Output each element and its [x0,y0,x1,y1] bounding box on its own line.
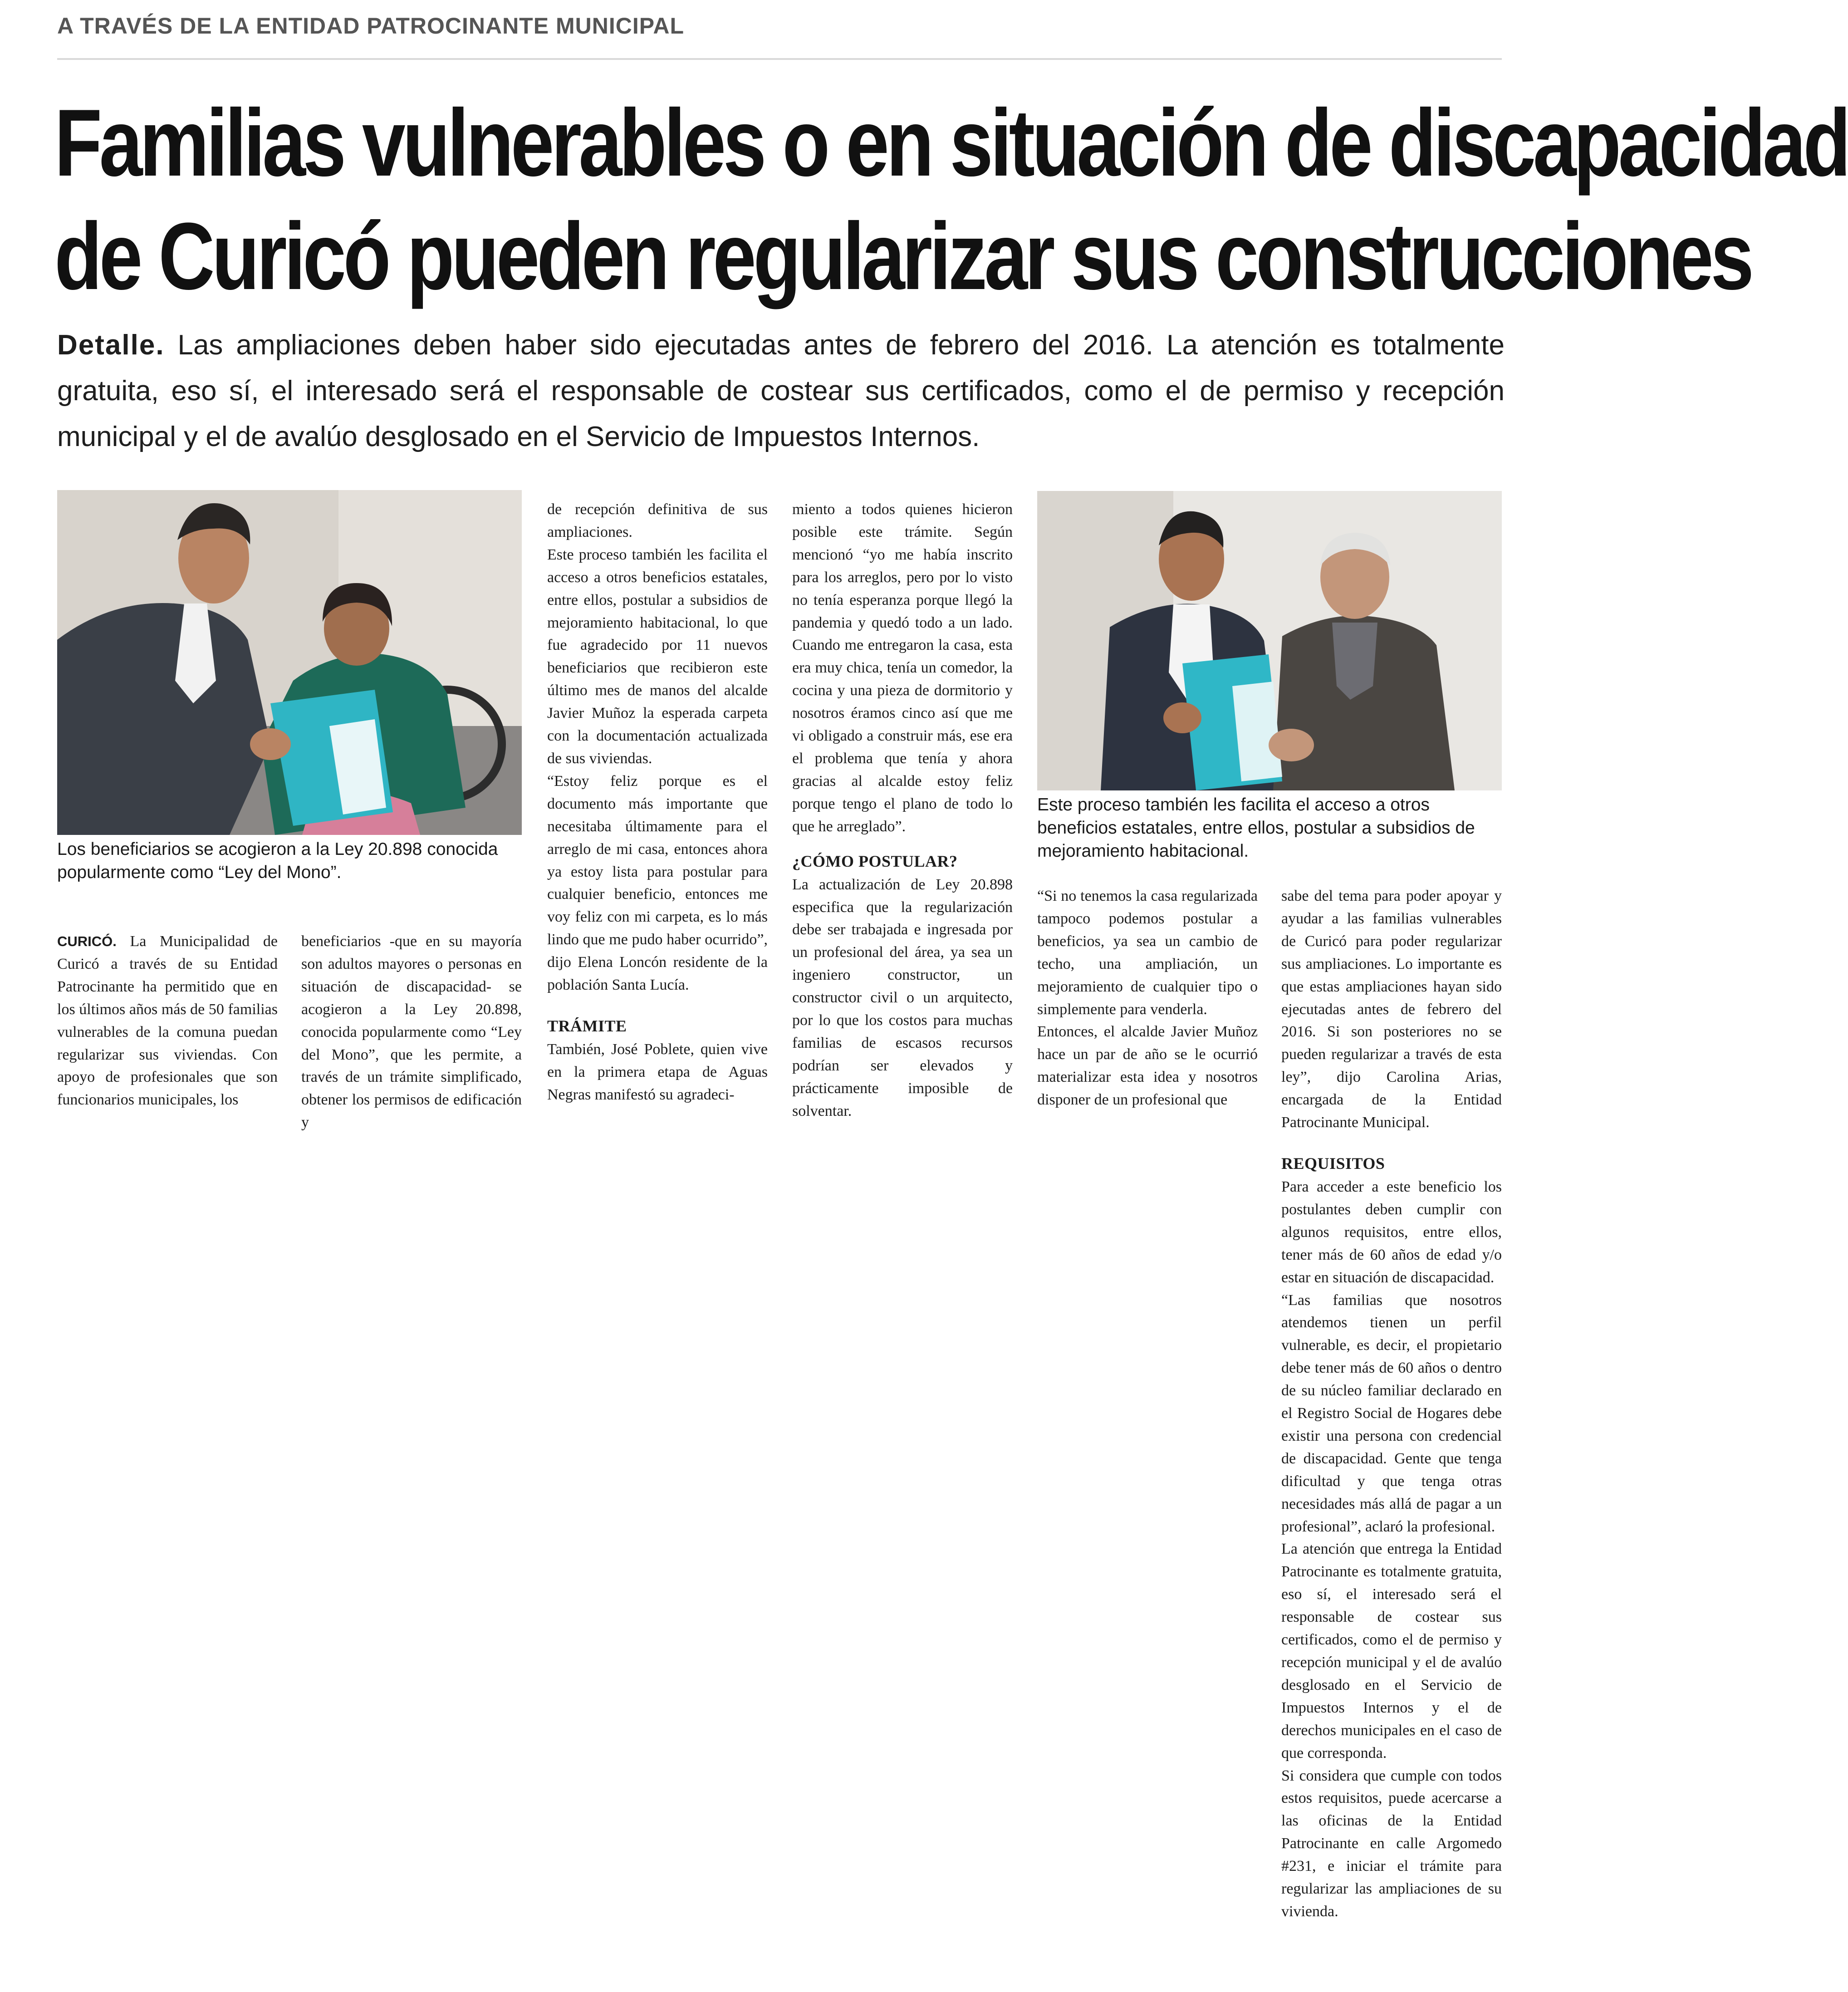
headline-line-1: Familias vulnerables o en situación de discapacidad [54,89,1848,196]
section-kicker: A TRAVÉS DE LA ENTIDAD PATROCINANTE MUNICIPAL [57,13,685,39]
paragraph: “Estoy feliz porque es el documento más importante que necesitaba últimamente para el arreglo de mi casa, entonces ahora ya estoy lista para postular para cualquier beneficio, entonces me voy feliz con mi carpeta, es lo más lindo que me pudo haber ocurrido”, dijo Elena Loncón residente de la población Santa Lucía. [547,772,768,994]
section-heading-requisitos: REQUISITOS [1281,1154,1385,1173]
paragraph [57,930,278,1111]
paragraph: Este proceso también les facilita el acceso a otros beneficios estatales, entre ellos, postular a subsidios de mejoramiento habitacional, lo que fue agradecido por 11 nuevos beneficiarios que recibieron este último mes de manos del alcalde Javier Muñoz la esperada carpeta con la documentación actualizada de sus viviendas. [547,546,768,767]
paragraph: beneficiarios -que en su mayoría son adultos mayores o personas en situación de discapacidad- se acogieron a la Ley 20.898, conocida popularmente como “Ley del Mono”, que les permite, a través de un trámite simplificado, obtener los permisos de edificación y [301,933,522,1131]
article-column-4a [1037,885,1258,1111]
article-column-2 [547,498,768,1106]
photo-beneficiario [1037,491,1502,790]
headline-line-2: de Curicó pueden regularizar sus construcciones [54,203,1751,309]
section-heading-tramite: TRÁMITE [547,1016,627,1035]
paragraph: “Si no tenemos la casa regularizada tampoco podemos postular a beneficios, ya sea un cambio de techo, una ampliación, un mejoramiento de cualquier tipo o simplemente para venderla. [1037,888,1258,1018]
subhead-text: Las ampliaciones deben haber sido ejecutadas antes de febrero del 2016. La atención es totalmente gratuita, eso sí, el interesado será el responsable de costear sus certificados, como el de permiso y recepción municipal y el de avalúo desglosado en el Servicio de Impuestos Internos. [57,329,1505,452]
article-column-1b [301,930,522,1134]
paragraph: La actualización de Ley 20.898 especifica que la regularización debe ser trabajada e ingresada por un profesional del área, ya sea un ingeniero constructor, un constructor civil o un arquitecto, por lo que los costos para muchas familias de escasos recursos podrían ser elevados y prácticamente imposible de solventar. [792,876,1013,1119]
subhead-lead: Detalle. [57,329,165,361]
dateline: CURICÓ. [57,933,117,949]
article-column-3 [792,498,1013,1123]
section-heading-como-postular: ¿CÓMO POSTULAR? [792,852,958,870]
photo-caption-right: Este proceso también les facilita el acceso a otros beneficios estatales, entre ellos, postular a subsidios de mejoramiento habitacional. [1037,795,1475,861]
paragraph: miento a todos quienes hicieron posible este trámite. Según mencionó “yo me había inscrito para los arreglos, pero por lo visto no tenía esperanza porque llegó la pandemia y quedó todo a un lado. Cuando me entregaron la casa, esta era muy chica, tenía un comedor, la cocina y una pieza de dormitorio y nosotros éramos cinco así que me vi obligado a construir más, ese era el problema que tenía y ahora gracias al alcalde estoy feliz porque tengo el plano de todo lo que he arreglado”. [792,501,1013,835]
paragraph-text: La Municipalidad de Curicó a través de su Entidad Patrocinante ha permitido que en los últimos años más de 50 familias vulnerables de la comuna puedan regularizar sus viviendas. Con apoyo de profesionales que son funcionarios municipales, los [57,933,278,1109]
paragraph: de recepción definitiva de sus ampliaciones. [547,501,768,540]
paragraph: También, José Poblete, quien vive en la primera etapa de Aguas Negras manifestó su agradeci- [547,1040,768,1103]
paragraph: sabe del tema para poder apoyar y ayudar a las familias vulnerables de Curicó para poder regularizar sus ampliaciones. Lo importante es que estas ampliaciones hayan sido ejecutadas antes de febrero del 2016. Si son posteriores no se pueden regularizar a través de esta ley”, dijo Carolina Arias, encargada de la Entidad Patrocinante Municipal. [1281,888,1502,1131]
paragraph: Entonces, el alcalde Javier Muñoz hace un par de año se le ocurrió materializar esta idea y nosotros disponer de un profesional que [1037,1023,1258,1109]
photo-beneficiaria [57,490,522,835]
photo-caption-left: Los beneficiarios se acogieron a la Ley 20.898 conocida popularmente como “Ley del Mono”. [57,839,498,882]
article-column-1a [57,930,278,1111]
paragraph: “Las familias que nosotros atendemos tienen un perfil vulnerable, es decir, el propietario debe tener más de 60 años o dentro de su núcleo familiar declarado en el Registro Social de Hogares debe existir una persona con credencial de discapacidad. Gente que tenga dificultad y que tenga otras necesidades más allá de pagar a un profesional”, aclaró la profesional. [1281,1291,1502,1535]
header-divider [57,58,1502,60]
article-column-4b [1281,885,1502,1923]
article-headline [54,86,1848,313]
article-subhead [57,322,1505,460]
paragraph: Si considera que cumple con todos estos requisitos, puede acercarse a las oficinas de la Entidad Patrocinante en calle Argomedo #231, e iniciar el trámite para regularizar las ampliaciones de su vivienda. [1281,1767,1502,1920]
paragraph: La atención que entrega la Entidad Patrocinante es totalmente gratuita, eso sí, el interesado será el responsable de costear sus certificados, como el de permiso y recepción municipal y el de avalúo desglosado en el Servicio de Impuestos Internos y el de derechos municipales en el caso de que corresponda. [1281,1541,1502,1761]
paragraph: Para acceder a este beneficio los postulantes deben cumplir con algunos requisitos, entre ellos, tener más de 60 años de edad y/o estar en situación de discapacidad. [1281,1178,1502,1286]
